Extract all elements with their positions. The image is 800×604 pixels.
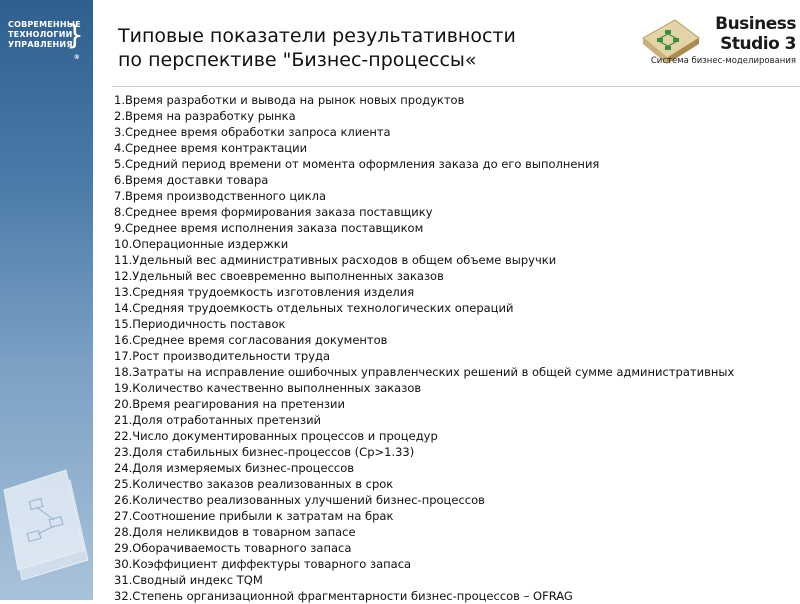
- slide-title-line-1: Типовые показатели результативности: [118, 25, 516, 47]
- logo-line-1: СОВРЕМЕННЫЕ: [8, 20, 81, 29]
- sidebar-panel: [0, 0, 93, 600]
- kpi-list: [114, 92, 800, 604]
- logo-brace: }: [65, 18, 84, 51]
- kpi-list-item: 25.Количество заказов реализованных в срок: [114, 477, 394, 491]
- company-logo: [8, 18, 86, 61]
- kpi-list-item: 23.Доля стабильных бизнес-процессов (Cp>1.33): [114, 445, 415, 459]
- kpi-list-item: 20.Время реагирования на претензии: [114, 397, 345, 411]
- kpi-list-item: 31.Сводный индекс TQM: [114, 573, 263, 587]
- kpi-list-item: 1.Время разработки и вывода на рынок новых продуктов: [114, 93, 465, 107]
- kpi-list-item: 22.Число документированных процессов и процедур: [114, 429, 438, 443]
- documents-illustration: [0, 440, 93, 590]
- slide-title-line-2: по перспективе "Бизнес-процессы«: [118, 49, 477, 71]
- logo-line-3: УПРАВЛЕНИЯ: [8, 40, 73, 49]
- kpi-list-item: 24.Доля измеряемых бизнес-процессов: [114, 461, 355, 475]
- slide-title: [118, 24, 598, 72]
- kpi-list-item: 5.Средний период времени от момента оформления заказа до его выполнения: [114, 157, 600, 171]
- header-divider: [112, 86, 800, 87]
- kpi-list-item: 27.Соотношение прибыли к затратам на брак: [114, 509, 394, 523]
- brand-name-line-1: Business: [715, 14, 796, 34]
- kpi-list-item: 3.Среднее время обработки запроса клиента: [114, 125, 391, 139]
- kpi-list-item: 16.Среднее время согласования документов: [114, 333, 388, 347]
- kpi-list-item: 7.Время производственного цикла: [114, 189, 327, 203]
- kpi-list-item: 32.Степень организационной фрагментарности бизнес-процессов – OFRAG: [114, 589, 573, 603]
- brand-name: [712, 14, 796, 54]
- brand-tagline: Система бизнес-моделирования: [650, 56, 796, 66]
- kpi-list-item: 2.Время на разработку рынка: [114, 109, 296, 123]
- kpi-list-item: 6.Время доставки товара: [114, 173, 269, 187]
- kpi-list-item: 30.Коэффициент диффектуры товарного запаса: [114, 557, 412, 571]
- logo-registered-mark: ®: [73, 54, 80, 61]
- kpi-list-item: 15.Периодичность поставок: [114, 317, 286, 331]
- brand-name-line-2: Studio 3: [720, 34, 796, 54]
- kpi-list-item: 8.Среднее время формирования заказа поставщику: [114, 205, 433, 219]
- kpi-list-item: 14.Средняя трудоемкость отдельных технологических операций: [114, 301, 514, 315]
- kpi-list-item: 29.Оборачиваемость товарного запаса: [114, 541, 352, 555]
- kpi-list-item: 19.Количество качественно выполненных заказов: [114, 381, 422, 395]
- kpi-list-item: 10.Операционные издержки: [114, 237, 289, 251]
- kpi-list-item: 11.Удельный вес административных расходов в общем объеме выручки: [114, 253, 557, 267]
- kpi-list-item: 21.Доля отработанных претензий: [114, 413, 322, 427]
- kpi-list-item: 9.Среднее время исполнения заказа поставщиком: [114, 221, 424, 235]
- kpi-list-item: 28.Доля неликвидов в товарном запасе: [114, 525, 356, 539]
- kpi-list-item: 13.Средняя трудоемкость изготовления изделия: [114, 285, 415, 299]
- kpi-list-item: 4.Среднее время контрактации: [114, 141, 308, 155]
- kpi-list-item: 26.Количество реализованных улучшений бизнес-процессов: [114, 493, 485, 507]
- logo-line-2: ТЕХНОЛОГИИ: [8, 30, 73, 39]
- kpi-list-item: 12.Удельный вес своевременно выполненных заказов: [114, 269, 444, 283]
- kpi-list-item: 18.Затраты на исправление ошибочных управленческих решений в общей сумме административных: [114, 365, 735, 379]
- business-studio-logo: [636, 10, 796, 74]
- kpi-list-item: 17.Рост производительности труда: [114, 349, 331, 363]
